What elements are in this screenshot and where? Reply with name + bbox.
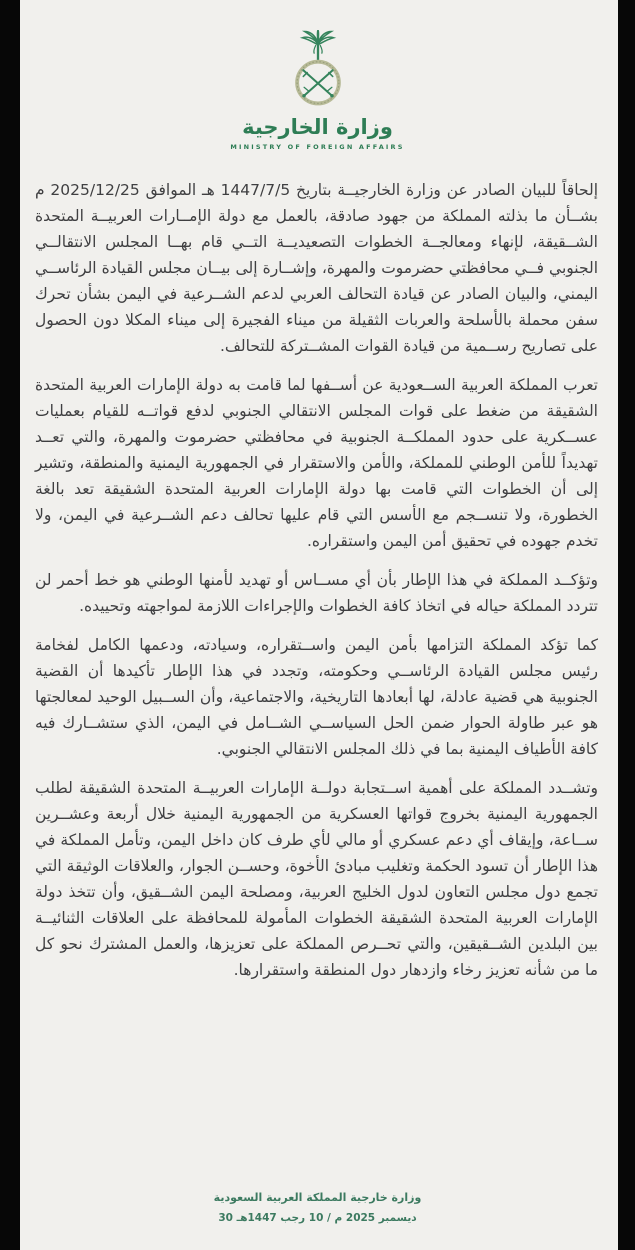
statement-paragraph-5: وتشــدد المملكة على أهمية اســتجابة دولــة الإمارات العربيــة المتحدة الشقيقة لطلب الجمهورية اليمنية بخروج قواتها العسكرية من الجمهورية اليمنية خلال أربعة وعشــرين ســاعة، وإيقاف أي دعم عسكري أو مالي لأي طرف كان داخل اليمن، وتأمل المملكة في هذا الإطار أن تسود الحكمة وتغليب مبادئ الأخوة، وحســن الجوار، والعلاقات الوثيقة التي تجمع دول مجلس التعاون لدول الخليج العربية، ومصلحة اليمن الشــقيق، وأن تتخذ دولة الإمارات العربية المتحدة الشقيقة الخطوات المأمولة للمحافظة على العلاقات الثنائيــة بين البلدين الشــقيقين، والتي تحــرص المملكة على تعزيزها، والعمل المشترك نحو كل ما من شأنه تعزيز رخاء وازدهار دول المنطقة واستقرارها.: [35, 779, 598, 980]
ministry-arabic-logotype: وزارة الخارجية: [242, 115, 393, 139]
statement-paragraph-1: إلحاقاً للبيان الصادر عن وزارة الخارجيــة بتاريخ 1447/7/5 هـ الموافق 2025/12/25 م بشــأن ما بذلته المملكة من جهود صادقة، بالعمل مع دولة الإمــارات العربيــة المتحدة الشــقيقة، لإنهاء ومعالجــة الخطوات التصعيديــة التــي قام بهــا المجلس الانتقالــي الجنوبي فــي محافظتي حضرموت والمهرة، وإشــارة إلى بيــان مجلس القيادة الرئاســي اليمني، والبيان الصادر عن قيادة التحالف العربي لدعم الشــرعية في اليمن بشأن تحرك سفن محملة بالأسلحة والعربات الثقيلة من ميناء الفجيرة إلى ميناء المكلا دون الحصول على تصاريح رســمية من قيادة القوات المشــتركة للتحالف.: [35, 181, 598, 356]
footer-ministry-name: وزارة خارجية المملكة العربية السعودية: [213, 1191, 422, 1204]
statement-paragraph-3: وتؤكــد المملكة في هذا الإطار بأن أي مســاس أو تهديد لأمنها الوطني هو خط أحمر لن تتردد المملكة حياله في اتخاذ كافة الخطوات والإجراءات اللازمة لمواجهته وتحييده.: [35, 571, 598, 616]
footer-date: 30 ديسمبر 2025 م / 10 رجب 1447هـ: [218, 1212, 417, 1224]
statement-paragraph-2: تعرب المملكة العربية الســعودية عن أســفها لما قامت به دولة الإمارات العربية المتحدة الشقيقة من ضغط على قوات المجلس الانتقالي الجنوبي لدفع قواتــه للقيام بعمليات عســكرية على حدود المملكــة الجنوبية في محافظتي حضرموت والمهرة، والتي تعــد تهديداً للأمن الوطني للمملكة، والأمن والاستقرار في الجمهورية اليمنية والمنطقة، وتشير إلى أن الخطوات التي قامت بها دولة الإمارات العربية المتحدة الشقيقة تعد بالغة الخطورة، ولا تنســجم مع الأسس التي قام عليها تحالف دعم الشــرعية في اليمن، ولا تخدم جهوده في تحقيق أمن اليمن واستقراره.: [35, 376, 598, 551]
statement-paragraph-4: كما تؤكد المملكة التزامها بأمن اليمن واســتقراره، وسيادته، ودعمها الكامل لفخامة رئيس مجلس القيادة الرئاســي وحكومته، وتجدد في هذا الإطار تأكيدها أن القضية الجنوبية هي قضية عادلة، لها أبعادها التاريخية، والاجتماعية، وأن الســبيل الوحيد لمعالجتها هو عبر طاولة الحوار ضمن الحل السياســي الشــامل في اليمن، الذي ستشــارك فيه كافة الأطياف اليمنية بما في ذلك المجلس الانتقالي الجنوبي.: [35, 636, 598, 759]
left-edge-bar: [0, 0, 20, 1250]
statement-footer: [0, 1188, 635, 1250]
statement-body: [35, 177, 598, 1188]
palm-tree-crossed-swords-icon: [279, 30, 357, 112]
ministry-logo: [0, 30, 635, 151]
right-edge-bar: [618, 0, 635, 1250]
ministry-english-logotype: MINISTRY OF FOREIGN AFFAIRS: [230, 143, 405, 152]
